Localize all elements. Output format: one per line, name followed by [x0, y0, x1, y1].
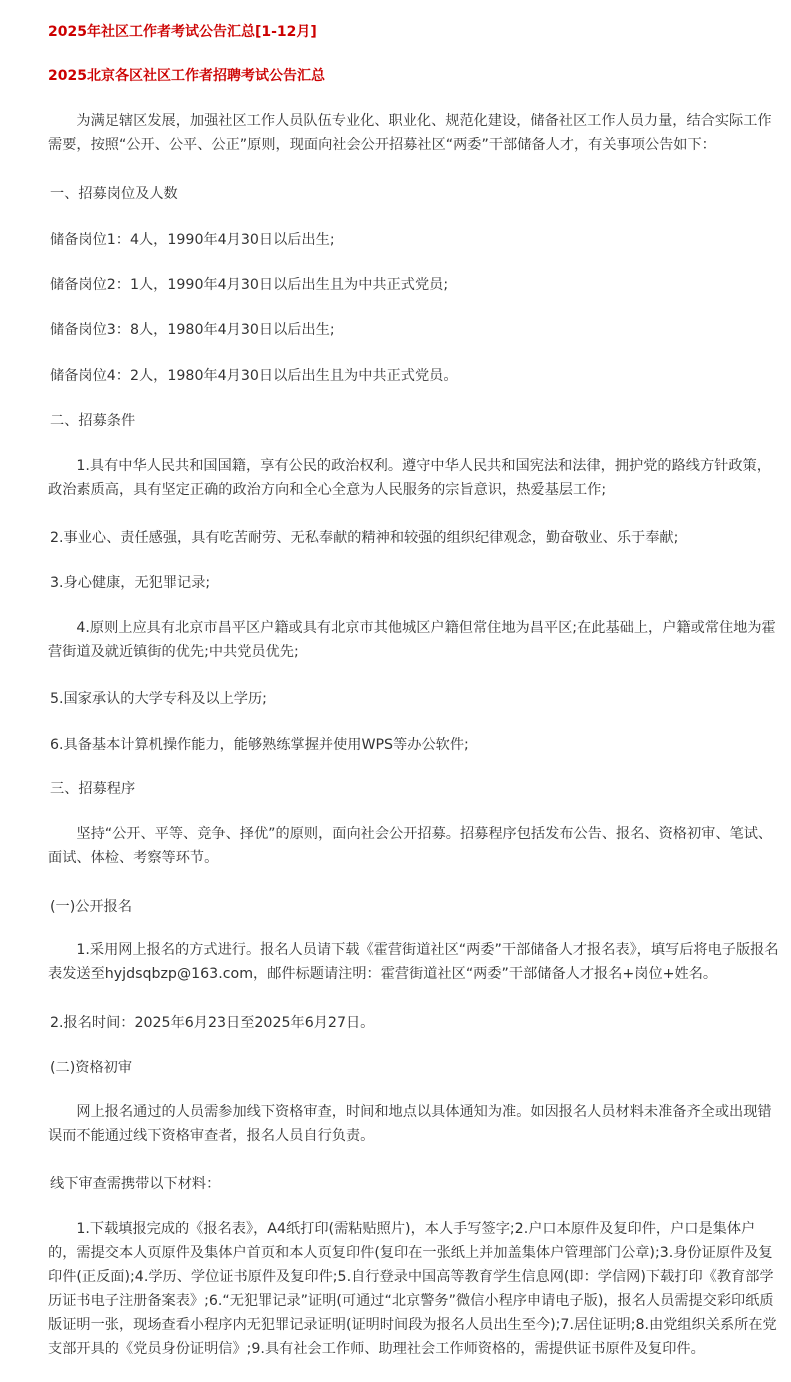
section1-heading: 一、招募岗位及人数 — [50, 186, 178, 202]
condition-item: 6.具备基本计算机操作能力，能够熟练掌握并使用WPS等办公软件; — [50, 737, 469, 753]
title-link-2025-exam-summary[interactable]: 2025年社区工作者考试公告汇总[1-12月] — [48, 24, 317, 40]
position-item: 储备岗位4：2人，1980年4月30日以后出生且为中共正式党员。 — [50, 368, 458, 384]
condition-item: 3.身心健康，无犯罪记录; — [50, 575, 211, 591]
condition-item: 4.原则上应具有北京市昌平区户籍或具有北京市其他城区户籍但常住地为昌平区;在此基础上，户籍或常住地为霍营街道及就近镇街的优先;中共党员优先; — [48, 620, 776, 660]
condition-item: 2.事业心、责任感强，具有吃苦耐劳、无私奉献的精神和较强的组织纪律观念，勤奋敬业、乐于奉献; — [50, 530, 679, 546]
intro-paragraph: 为满足辖区发展，加强社区工作人员队伍专业化、职业化、规范化建设，储备社区工作人员力量，结合实际工作需要，按照“公开、公平、公正”原则，现面向社会公开招募社区“两委”干部储备人才，有关事项公告如下： — [48, 113, 772, 153]
condition-item: 5.国家承认的大学专科及以上学历; — [50, 691, 267, 707]
condition-item: 1.具有中华人民共和国国籍，享有公民的政治权利。遵守中华人民共和国宪法和法律，拥护党的路线方针政策，政治素质高，具有坚定正确的政治方向和全心全意为人民服务的宗旨意识，热爱基层工作; — [48, 458, 771, 498]
title-link-beijing-recruitment-summary[interactable]: 2025北京各区社区工作者招聘考试公告汇总 — [48, 68, 325, 84]
section3-intro: 坚持“公开、平等、竞争、择优”的原则，面向社会公开招募。招募程序包括发布公告、报名、资格初审、笔试、面试、体检、考察等环节。 — [48, 826, 773, 866]
materials-list: 1.下载填报完成的《报名表》，A4纸打印(需粘贴照片)，本人手写签字;2.户口本原件及复印件，户口是集体户的，需提交本人页原件及集体户首页和本人页复印件(复印在一张纸上并加盖集体户管理部门公章);3.身份证原件及复印件(正反面);4.学历、学位证书原件及复印件;5.自行登录中国高等教育学生信息网(即：学信网)下载打印《教育部学历证书电子注册备案表》;6.“无犯罪记录”证明(可通过“北京警务”微信小程序申请电子版)，报名人员需提交彩印纸质版证明一张，现场查看小程序内无犯罪记录证明(证明时间段为报名人员出生至今);7.居住证明;8.由党组织关系所在党支部开具的《党员身份证明信》;9.具有社会工作师、助理社会工作师资格的，需提供证书原件及复印件。 — [48, 1221, 777, 1357]
registration-method: 1.采用网上报名的方式进行。报名人员请下载《霍营街道社区“两委”干部储备人才报名表》，填写后将电子版报名表发送至hyjdsqbzp@163.com，邮件标题请注明：霍营街道社区“两委”干部储备人才报名+岗位+姓名。 — [48, 942, 779, 982]
section2-heading: 二、招募条件 — [50, 413, 136, 429]
qualification-review-paragraph: 网上报名通过的人员需参加线下资格审查，时间和地点以具体通知为准。如因报名人员材料未准备齐全或出现错误而不能通过线下资格审查者，报名人员自行负责。 — [48, 1104, 772, 1144]
position-item: 储备岗位1：4人，1990年4月30日以后出生; — [50, 232, 335, 248]
subsection1-heading: (一)公开报名 — [50, 899, 133, 915]
position-item: 储备岗位3：8人，1980年4月30日以后出生; — [50, 322, 335, 338]
position-item: 储备岗位2：1人，1990年4月30日以后出生且为中共正式党员; — [50, 277, 449, 293]
registration-time: 2.报名时间：2025年6月23日至2025年6月27日。 — [50, 1015, 375, 1031]
materials-heading: 线下审查需携带以下材料： — [50, 1176, 221, 1192]
section3-heading: 三、招募程序 — [50, 781, 136, 797]
subsection2-heading: (二)资格初审 — [50, 1060, 133, 1076]
